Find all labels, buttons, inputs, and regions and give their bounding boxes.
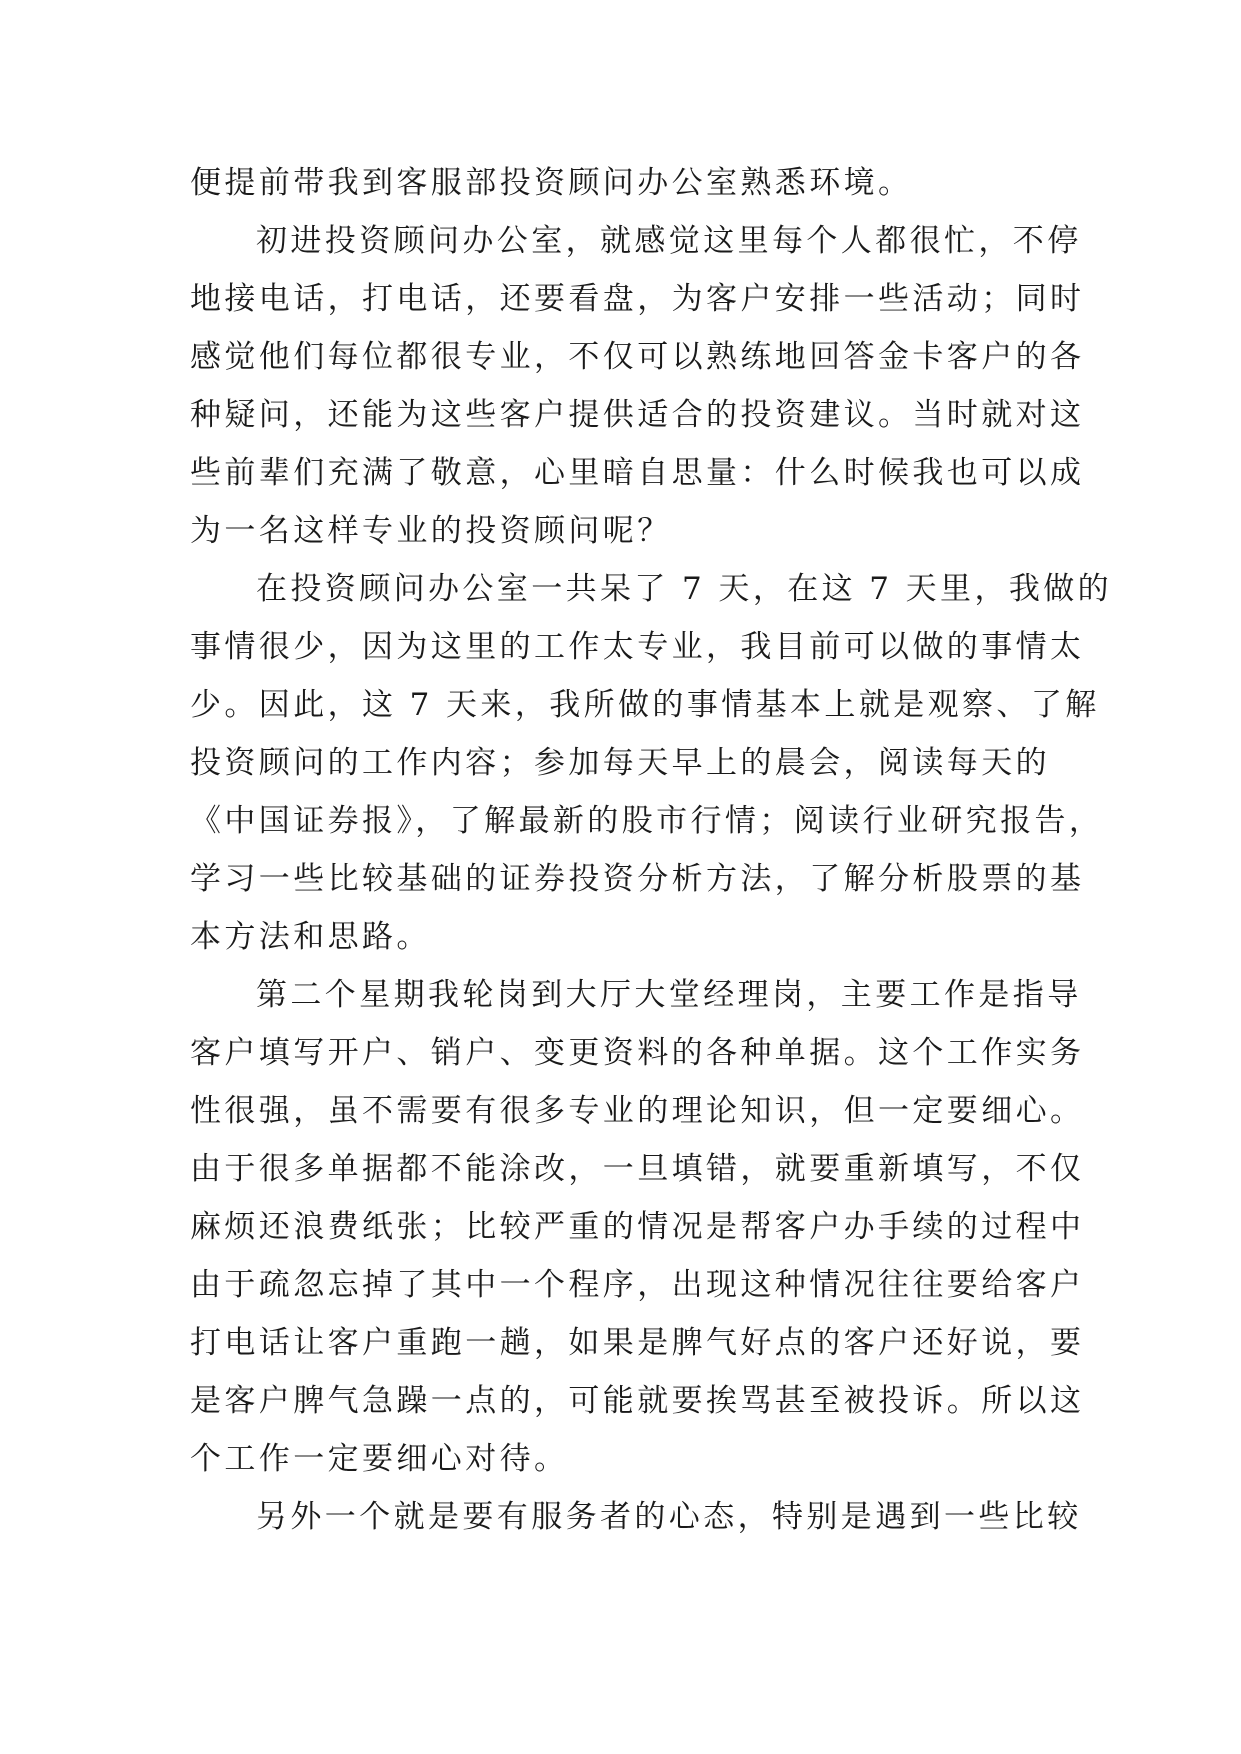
text-line-22: 是客户脾气急躁一点的，可能就要挨骂甚至被投诉。所以这 xyxy=(190,1383,1085,1419)
text-line-14: 本方法和思路。 xyxy=(190,919,431,955)
text-line-17: 性很强，虽不需要有很多专业的理论知识，但一定要细心。 xyxy=(190,1093,1085,1129)
text-line-12: 《中国证券报》，了解最新的股市行情；阅读行业研究报告， xyxy=(190,803,1104,839)
text-line-20: 由于疏忽忘掉了其中一个程序，出现这种情况往往要给客户 xyxy=(190,1267,1085,1303)
text-line-16: 客户填写开户、销户、变更资料的各种单据。这个工作实务 xyxy=(190,1035,1085,1071)
text-line-19: 麻烦还浪费纸张；比较严重的情况是帮客户办手续的过程中 xyxy=(190,1209,1085,1245)
text-line-5: 种疑问，还能为这些客户提供适合的投资建议。当时就对这 xyxy=(190,397,1085,433)
text-line-23: 个工作一定要细心对待。 xyxy=(190,1441,569,1477)
text-line-21: 打电话让客户重跑一趟，如果是脾气好点的客户还好说，要 xyxy=(190,1325,1085,1361)
text-line-8: 在投资顾问办公室一共呆了 7 天，在这 7 天里，我做的 xyxy=(256,571,1113,607)
text-line-11: 投资顾问的工作内容；参加每天早上的晨会，阅读每天的 xyxy=(190,745,1050,781)
text-line-2: 初进投资顾问办公室，就感觉这里每个人都很忙，不停 xyxy=(256,223,1082,259)
text-line-6: 些前辈们充满了敬意，心里暗自思量：什么时候我也可以成 xyxy=(190,455,1085,491)
text-line-9: 事情很少，因为这里的工作太专业，我目前可以做的事情太 xyxy=(190,629,1085,665)
text-line-1: 便提前带我到客服部投资顾问办公室熟悉环境。 xyxy=(190,165,913,201)
text-line-3: 地接电话，打电话，还要看盘，为客户安排一些活动；同时 xyxy=(190,281,1085,317)
body-text xyxy=(190,154,1113,1546)
text-line-4: 感觉他们每位都很专业，不仅可以熟练地回答金卡客户的各 xyxy=(190,339,1085,375)
text-line-10: 少。因此，这 7 天来，我所做的事情基本上就是观察、了解 xyxy=(190,687,1100,723)
text-line-24: 另外一个就是要有服务者的心态，特别是遇到一些比较 xyxy=(256,1499,1082,1535)
text-line-13: 学习一些比较基础的证券投资分析方法，了解分析股票的基 xyxy=(190,861,1085,897)
text-line-7: 为一名这样专业的投资顾问呢？ xyxy=(190,513,672,549)
text-line-18: 由于很多单据都不能涂改，一旦填错，就要重新填写，不仅 xyxy=(190,1151,1085,1187)
text-line-15: 第二个星期我轮岗到大厅大堂经理岗，主要工作是指导 xyxy=(256,977,1082,1013)
